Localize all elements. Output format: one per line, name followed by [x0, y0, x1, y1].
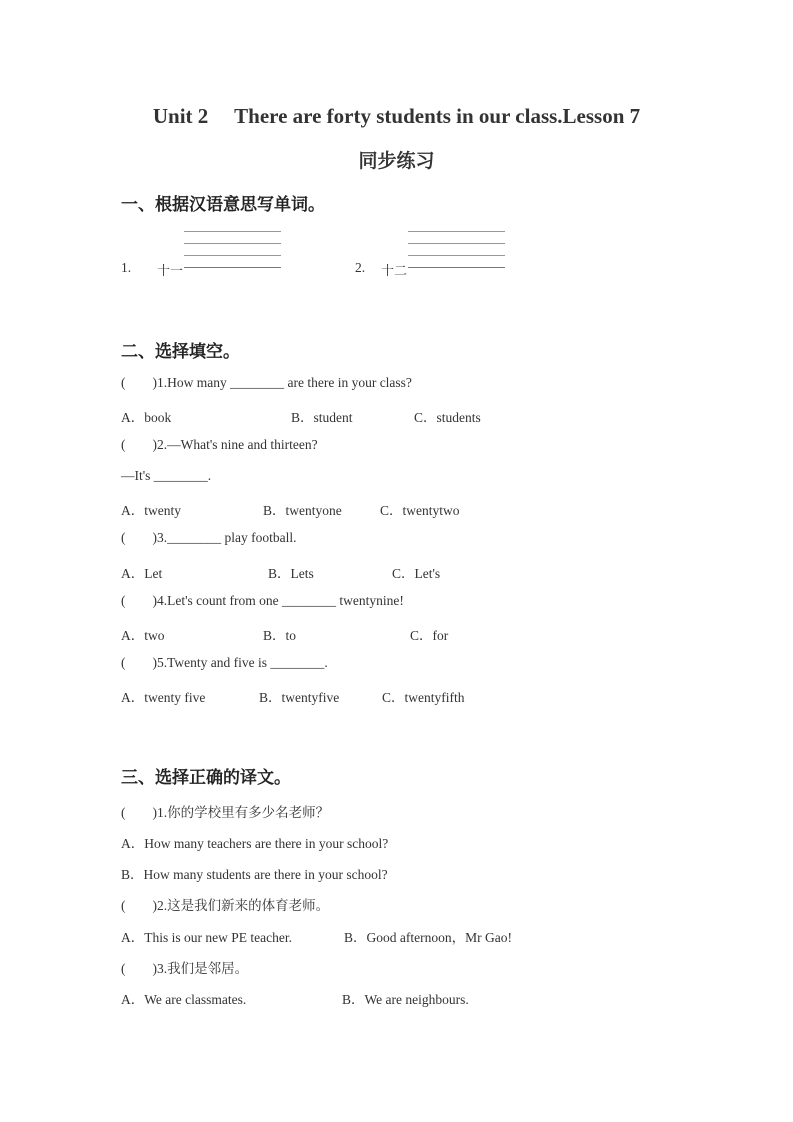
writing-guide-line: [408, 255, 505, 256]
option-c[interactable]: C．twentyfifth: [382, 690, 465, 705]
option-a[interactable]: A．We are classmates.: [121, 992, 247, 1007]
option-a[interactable]: A．book: [121, 410, 172, 425]
option-c[interactable]: C．Let's: [392, 566, 441, 581]
question-3-2-stem: ( )2.这是我们新来的体育老师。: [121, 898, 330, 913]
writing-guide-line: [408, 231, 505, 232]
option-a[interactable]: A．Let: [121, 566, 163, 581]
question-2-2-stem: ( )2.—What's nine and thirteen?: [121, 437, 318, 452]
option-c[interactable]: C．for: [410, 628, 449, 643]
page-subtitle: 同步练习: [358, 150, 435, 172]
item-number: 2.: [355, 260, 366, 275]
option-c[interactable]: C．students: [414, 410, 481, 425]
question-2-4-stem: ( )4.Let's count from one ________ twentynine!: [121, 593, 404, 608]
writing-guide-line: [408, 243, 505, 244]
option-a[interactable]: A．How many teachers are there in your school?: [121, 836, 389, 851]
option-a[interactable]: A．twenty five: [121, 690, 206, 705]
option-a[interactable]: A．twenty: [121, 503, 181, 518]
option-b[interactable]: B．Good afternoon，Mr Gao!: [344, 930, 512, 945]
writing-guide-line: [184, 243, 281, 244]
item-word: 十一: [157, 264, 184, 279]
question-3-3-stem: ( )3.我们是邻居。: [121, 961, 249, 976]
section-2-heading: 二、选择填空。: [121, 342, 240, 362]
item-number: 1.: [121, 260, 132, 275]
question-2-2-stem-answer: —It's ________.: [121, 468, 212, 483]
question-3-1-stem: ( )1.你的学校里有多少名老师？: [121, 805, 330, 820]
option-c[interactable]: C．twentytwo: [380, 503, 460, 518]
question-2-5-stem: ( )5.Twenty and five is ________.: [121, 655, 328, 670]
option-a[interactable]: A．two: [121, 628, 165, 643]
item-word: 十二: [381, 264, 408, 279]
section-1-heading: 一、根据汉语意思写单词。: [121, 195, 325, 215]
answer-blank[interactable]: [408, 267, 505, 268]
option-b[interactable]: B．We are neighbours.: [342, 992, 469, 1007]
question-2-3-stem: ( )3.________ play football.: [121, 530, 297, 545]
option-b[interactable]: B．student: [291, 410, 353, 425]
section-3-heading: 三、选择正确的译文。: [121, 768, 291, 788]
option-b[interactable]: B．twentyfive: [259, 690, 340, 705]
page-title: Unit 2 There are forty students in our class.Lesson 7: [152, 104, 641, 128]
option-b[interactable]: B．to: [263, 628, 297, 643]
writing-guide-line: [184, 231, 281, 232]
question-2-1-stem: ( )1.How many ________ are there in your class?: [121, 375, 412, 390]
writing-guide-line: [184, 255, 281, 256]
option-b[interactable]: B．How many students are there in your school?: [121, 867, 388, 882]
option-a[interactable]: A．This is our new PE teacher.: [121, 930, 292, 945]
option-b[interactable]: B．Lets: [268, 566, 314, 581]
answer-blank[interactable]: [184, 267, 281, 268]
option-b[interactable]: B．twentyone: [263, 503, 342, 518]
